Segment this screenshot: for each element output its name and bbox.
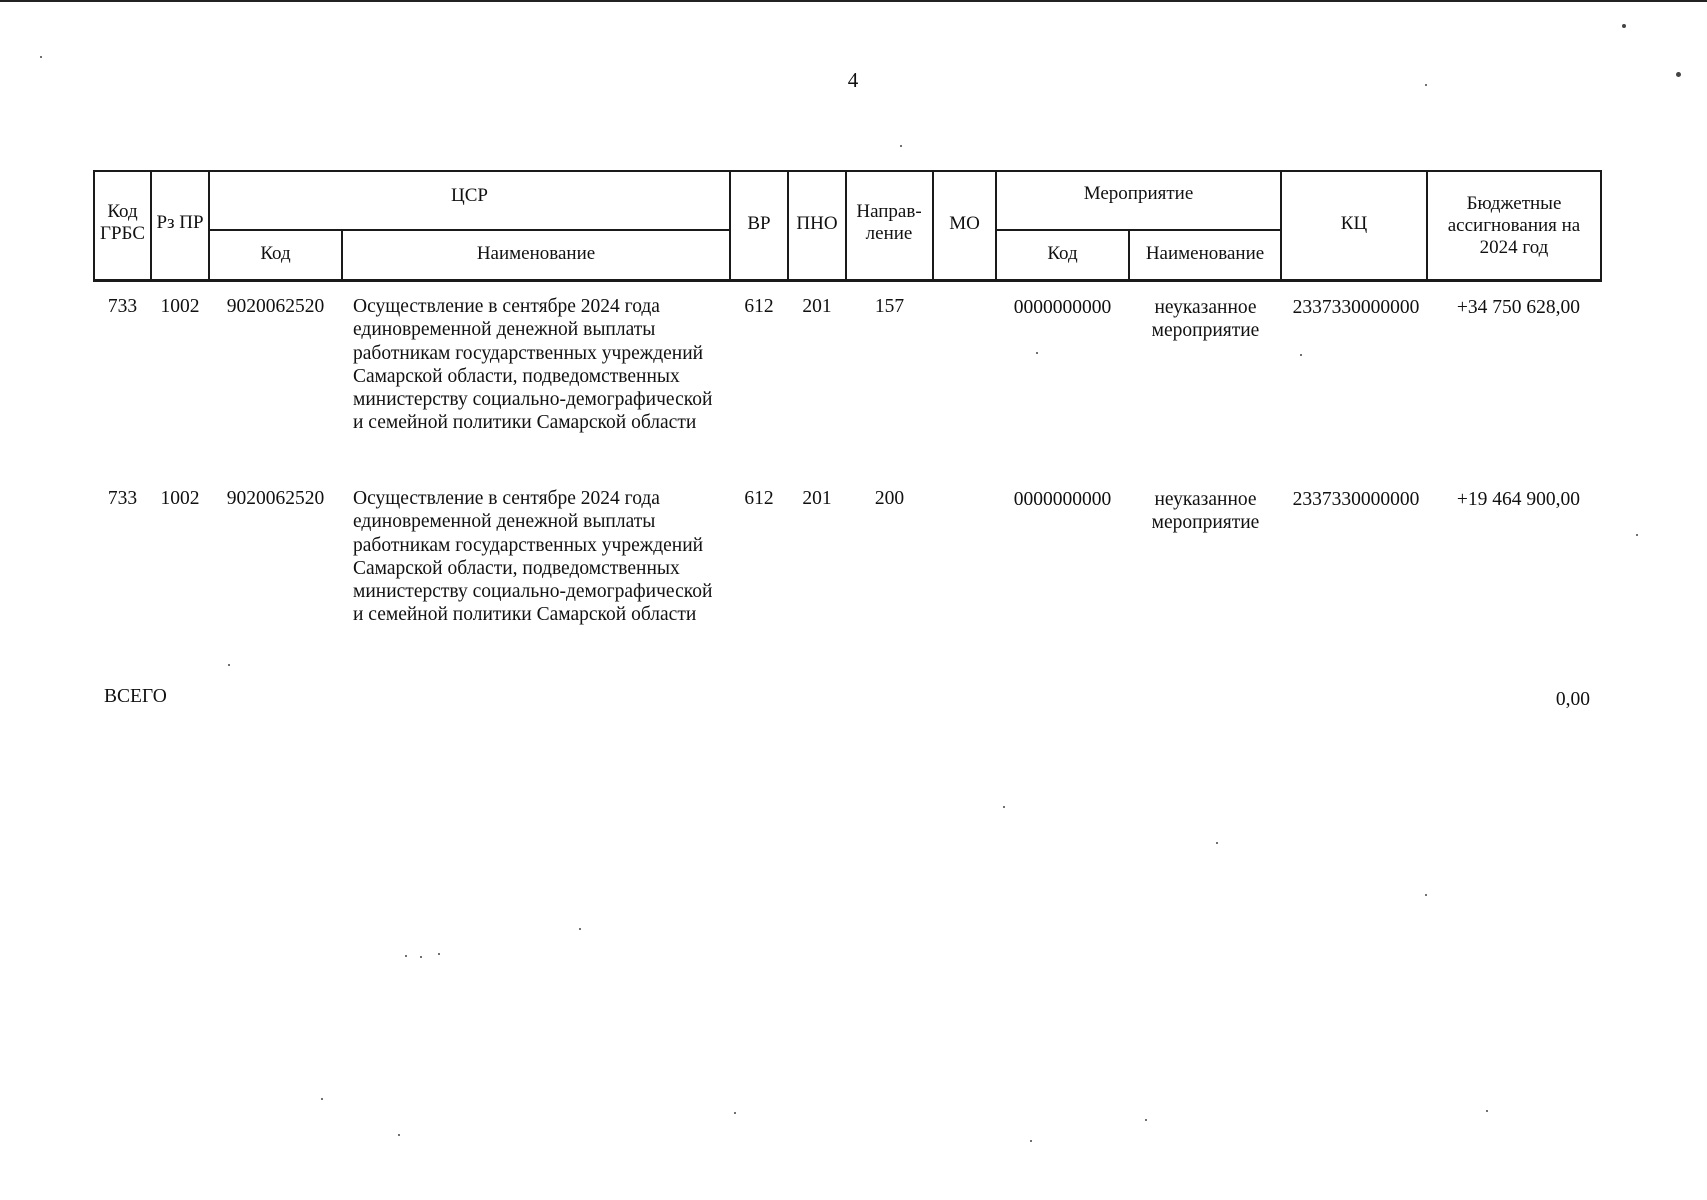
cell-csr-name: Осуществление в сентябре 2024 года единовременной денежной выплаты работникам государственных учреждений Самарской области, подведомственных министерству социально-демографической и семейной политики Самарской области — [353, 296, 713, 434]
header-top-border — [93, 170, 1602, 172]
scan-speck — [228, 664, 230, 666]
header-kc: КЦ — [1340, 213, 1368, 234]
cell-grbs: 733 — [107, 296, 138, 317]
header-csr-name: Наименование — [476, 243, 596, 264]
table-header — [93, 170, 1602, 283]
cell-vr: 612 — [744, 296, 774, 317]
header-napravlenie: Направ-ление — [856, 201, 922, 244]
cell-mero-name: неуказанное мероприятие — [1151, 297, 1260, 342]
scan-speck — [1676, 72, 1681, 77]
header-pno: ПНО — [796, 213, 838, 234]
scan-speck — [438, 953, 440, 955]
scan-speck — [1622, 24, 1626, 28]
header-mo: МО — [949, 213, 980, 234]
scan-speck — [900, 145, 902, 147]
header-mero-kod: Код — [1047, 243, 1078, 264]
header-v-border — [845, 170, 847, 282]
cell-pno: 201 — [802, 488, 832, 509]
header-meropriyatie: Мероприятие — [1083, 183, 1194, 204]
scan-speck — [1145, 1119, 1147, 1121]
cell-pno: 201 — [802, 296, 832, 317]
scan-speck — [1300, 354, 1302, 356]
header-rz-pr: Рз ПР — [156, 212, 204, 233]
header-budget: Бюджетные ассигнования на 2024 год — [1447, 193, 1581, 258]
header-v-border — [1600, 170, 1602, 282]
cell-mero-code: 0000000000 — [1013, 489, 1112, 510]
scan-speck — [1425, 894, 1427, 896]
total-value: 0,00 — [1555, 689, 1590, 710]
header-csr-kod: Код — [260, 243, 291, 264]
cell-napravlenie: 200 — [874, 488, 905, 509]
scan-speck — [1425, 84, 1427, 86]
scan-speck — [734, 1112, 736, 1114]
scan-speck — [1486, 1110, 1488, 1112]
scan-speck — [40, 56, 42, 58]
csr-sub-divider — [208, 229, 730, 231]
mero-sub-divider — [996, 229, 1281, 231]
cell-napravlenie: 157 — [874, 296, 905, 317]
total-label: ВСЕГО — [104, 686, 167, 707]
header-mero-name: Наименование — [1145, 243, 1265, 264]
scan-speck — [1030, 1140, 1032, 1142]
header-vr: ВР — [747, 213, 771, 234]
cell-csr-code: 9020062520 — [226, 296, 325, 317]
cell-rzpr: 1002 — [160, 488, 200, 509]
cell-kc: 2337330000000 — [1292, 297, 1420, 318]
cell-amount: +34 750 628,00 — [1456, 297, 1580, 318]
cell-rzpr: 1002 — [160, 296, 200, 317]
header-kod-grbs: Код ГРБС — [99, 201, 145, 244]
cell-amount: +19 464 900,00 — [1456, 489, 1580, 510]
cell-vr: 612 — [744, 488, 774, 509]
scan-speck — [1636, 534, 1638, 536]
scan-speck — [1003, 806, 1005, 808]
scan-speck — [405, 955, 407, 957]
cell-kc: 2337330000000 — [1292, 489, 1420, 510]
cell-csr-code: 9020062520 — [226, 488, 325, 509]
page-number: 4 — [847, 68, 859, 92]
scan-speck — [1036, 352, 1038, 354]
header-bottom-border — [93, 279, 1602, 282]
scan-speck — [1216, 842, 1218, 844]
cell-mero-code: 0000000000 — [1013, 297, 1112, 318]
scan-speck — [420, 956, 422, 958]
header-v-border — [1426, 170, 1428, 282]
scan-speck — [398, 1134, 400, 1136]
cell-csr-name: Осуществление в сентябре 2024 года единовременной денежной выплаты работникам государственных учреждений Самарской области, подведомственных министерству социально-демографической и семейной политики Самарской области — [353, 488, 713, 626]
scan-speck — [321, 1098, 323, 1100]
cell-grbs: 733 — [107, 488, 138, 509]
scan-speck — [579, 928, 581, 930]
cell-mero-name: неуказанное мероприятие — [1151, 489, 1260, 534]
top-border-line — [0, 0, 1707, 2]
header-csr: ЦСР — [451, 185, 488, 206]
